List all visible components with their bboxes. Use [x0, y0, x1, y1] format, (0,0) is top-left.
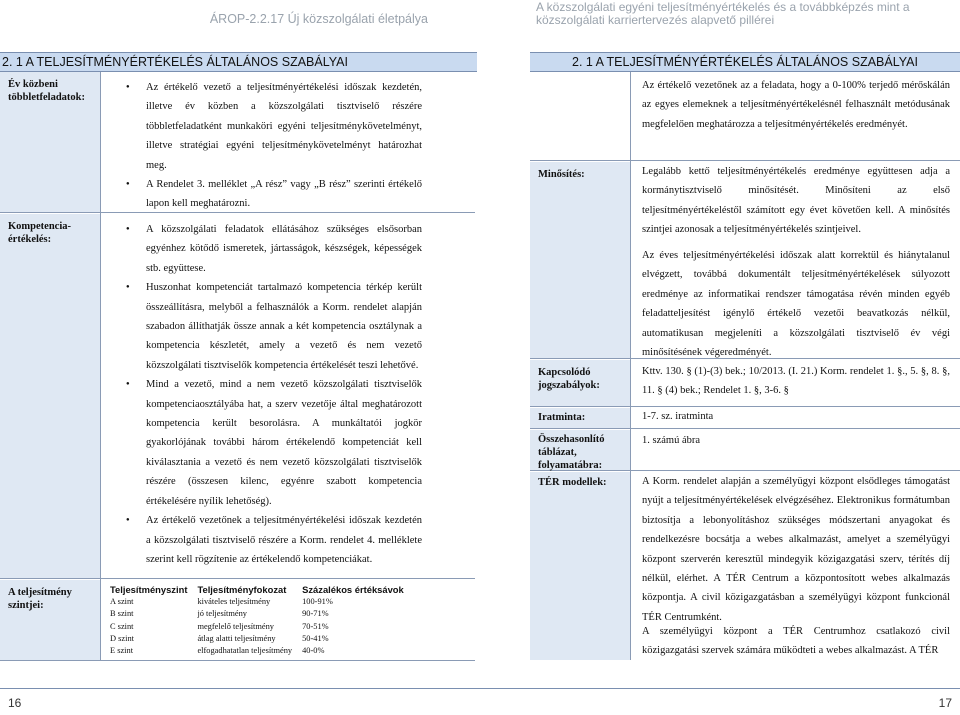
table-header: Teljesítményszint	[110, 584, 188, 595]
left-section-title: 2. 1 A TELJESÍTMÉNYÉRTÉKELÉS ÁLTALÁNOS SZABÁLYAI	[0, 52, 477, 72]
label-cell-bg	[0, 214, 100, 578]
label-cell-bg	[530, 472, 630, 660]
divider	[530, 428, 960, 429]
divider	[100, 72, 101, 660]
right-header-title: A közszolgálati egyéni teljesítményértékelés és a továbbképzés mint a közszolgálati karriertervezés alapvető pillérei	[536, 0, 910, 27]
row-label-kompetencia: Kompetencia-értékelés:	[8, 221, 71, 245]
row-label-minosites: Minősítés:	[538, 169, 585, 180]
footer-rule	[0, 688, 960, 689]
row-label-tobbletfeladatok: Év közbeni többletfeladatok:	[8, 79, 85, 103]
page-number-left: 16	[8, 696, 22, 710]
row-label-iratminta: Iratminta:	[538, 412, 586, 423]
divider	[0, 660, 475, 661]
row-label-jogszabalyok: Kapcsolódó jogszabályok:	[538, 367, 600, 391]
paragraph: A Korm. rendelet alapján a személyügyi központ elsődleges támogatást nyújt a teljesítményértékelések elvégzéséhez. Elektronikus formátumban biztosítja a lebonyolításhoz szükséges módszertani anyagokat és rendelkezésre bocsátja a webes alkalmazást, amelyet a személyügyi központ szerverén keresztül mindegyik közigazgatási szerv, térítés díj nélkül, elérhet. A TÉR Centrum a központosított webes alkalmazás központja. A civil közigazgatásban a személyügyi központ funkcionál TÉR Centrumként.	[642, 476, 950, 623]
list-kompetencia	[146, 220, 422, 569]
row-label-osszehasonlito: Összehasonlító táblázat, folyamatábra:	[538, 434, 605, 471]
label-cell-bg	[530, 162, 630, 358]
left-header-title: ÁROP-2.2.17 Új közszolgálati életpálya	[209, 12, 428, 26]
list-item: ● A Rendelet 3. melléklet „A rész” vagy „B rész” szerinti értékelő lapon kell meghatározni.	[146, 175, 422, 214]
table-header: Százalékos értéksávok	[302, 584, 404, 595]
intro-paragraph: Az értékelő vezetőnek az a feladata, hogy a 0-100% terjedő mérőskálán az egyes elemeknek a teljesítményértékelésnél felhasznált metódusának megfelelően meghatározza a teljesítményértékelés eredményét.	[642, 80, 950, 130]
list-item: ● Mind a vezető, mind a nem vezető közszolgálati tisztviselők kompetenciaosztályába hat, a szerv vezetője által meghatározott kompetencia került besorolásra. A munkáltatói jogkör gyakorlójának további három értékelendő kompetenciát kell kiválasztania a vezető és nem vezető közszolgálati tisztviselők részére (összesen kilenc, egyénre szabott kompetencia értékelésére nyílik lehetőség).	[146, 375, 422, 511]
table-row: C szint megfelelő teljesítmény 70-51%	[110, 621, 329, 631]
right-section-title: 2. 1 A TELJESÍTMÉNYÉRTÉKELÉS ÁLTALÁNOS SZABÁLYAI	[530, 52, 960, 72]
list-item: ● A közszolgálati feladatok ellátásához szükséges elsősorban egyénhez kötődő ismeretek, jártasságok, készségek, képességek stb. együttese.	[146, 220, 422, 278]
row-label-ter-modellek: TÉR modellek:	[538, 477, 607, 488]
row-label-szintek: A teljesítmény szintjei:	[8, 587, 72, 611]
list-tobbletfeladatok	[146, 78, 422, 214]
label-cell-bg	[530, 72, 630, 160]
left-page-header	[0, 0, 480, 34]
table-row: D szint átlag alatti teljesítmény 50-41%	[110, 633, 329, 643]
table-row: E szint elfogadhatatlan teljesítmény 40-0%	[110, 646, 325, 656]
table-header: Teljesítményfokozat	[197, 584, 287, 595]
page-number-right: 17	[938, 696, 952, 710]
paragraph: 1. számú ábra	[642, 435, 701, 446]
right-page-header	[480, 0, 960, 34]
paragraph: A személyügyi központ a TÉR Centrumhoz csatlakozó civil közigazgatási szervek számára működteti a webes alkalmazást. A TÉR	[642, 626, 950, 657]
list-item: ● Az értékelő vezető a teljesítményértékelési időszak kezdetén, illetve év közben a közszolgálati tisztviselő részére többletfeladatként munkaköri egyéni teljesítménykövetelményt, illetve stratégiai egyéni teljesítménykövetelményt határozhat meg.	[146, 78, 422, 175]
paragraph: Legalább kettő teljesítményértékelés eredménye együttesen adja a kormánytisztviselő minősítését. Minősíteni az első teljesítményértékeléstől számított egy évet követően kell. A minősítés szintjei azonosak a teljesítményértékelés szintjeivel.	[642, 166, 950, 236]
paragraph: 1-7. sz. iratminta	[642, 411, 714, 422]
list-item: ● Az értékelő vezetőnek a teljesítményértékelési időszak kezdetén a közszolgálati tisztviselő részére a Korm. rendelet 4. melléklete szerint kell rögzítenie az értékelendő kompetenciákat.	[146, 511, 422, 569]
table-row: B szint jó teljesítmény 90-71%	[110, 609, 329, 619]
divider	[0, 578, 475, 579]
paragraph: Az éves teljesítményértékelési időszak alatt korrektül és hiánytalanul elvégzett, továbbá dokumentált teljesítményértékelések súlyozott eredménye az informatikai rendszer támogatása révén minden egyéb feladatteljesítést igénylő értékelő vezetői beavatkozás nélkül, automatikusan megjeleníti a közszolgálati tisztviselő év végi minősítésének végeredményét.	[642, 250, 950, 359]
divider	[530, 160, 960, 161]
performance-levels-table	[110, 584, 414, 657]
table-row: A szint kiváteles teljesítmény 100-91%	[110, 597, 333, 607]
paragraph: Kttv. 130. § (1)-(3) bek.; 10/2013. (I. 21.) Korm. rendelet 1. §., 5. §, 8. §, 11. § (4) bek.; Rendelet 1. §, 3-6. §	[642, 366, 950, 397]
list-item: ● Huszonhat kompetenciát tartalmazó kompetencia térkép került összeállításra, melyből a felhasználók a Korm. rendelet alapján szabadon állíthatják össze annak a két kompetencia osztálynak a kompetencia készletét, amely a vezető és nem vezető közszolgálati tisztviselők kompetencia értékelését teszi lehetővé.	[146, 278, 422, 375]
